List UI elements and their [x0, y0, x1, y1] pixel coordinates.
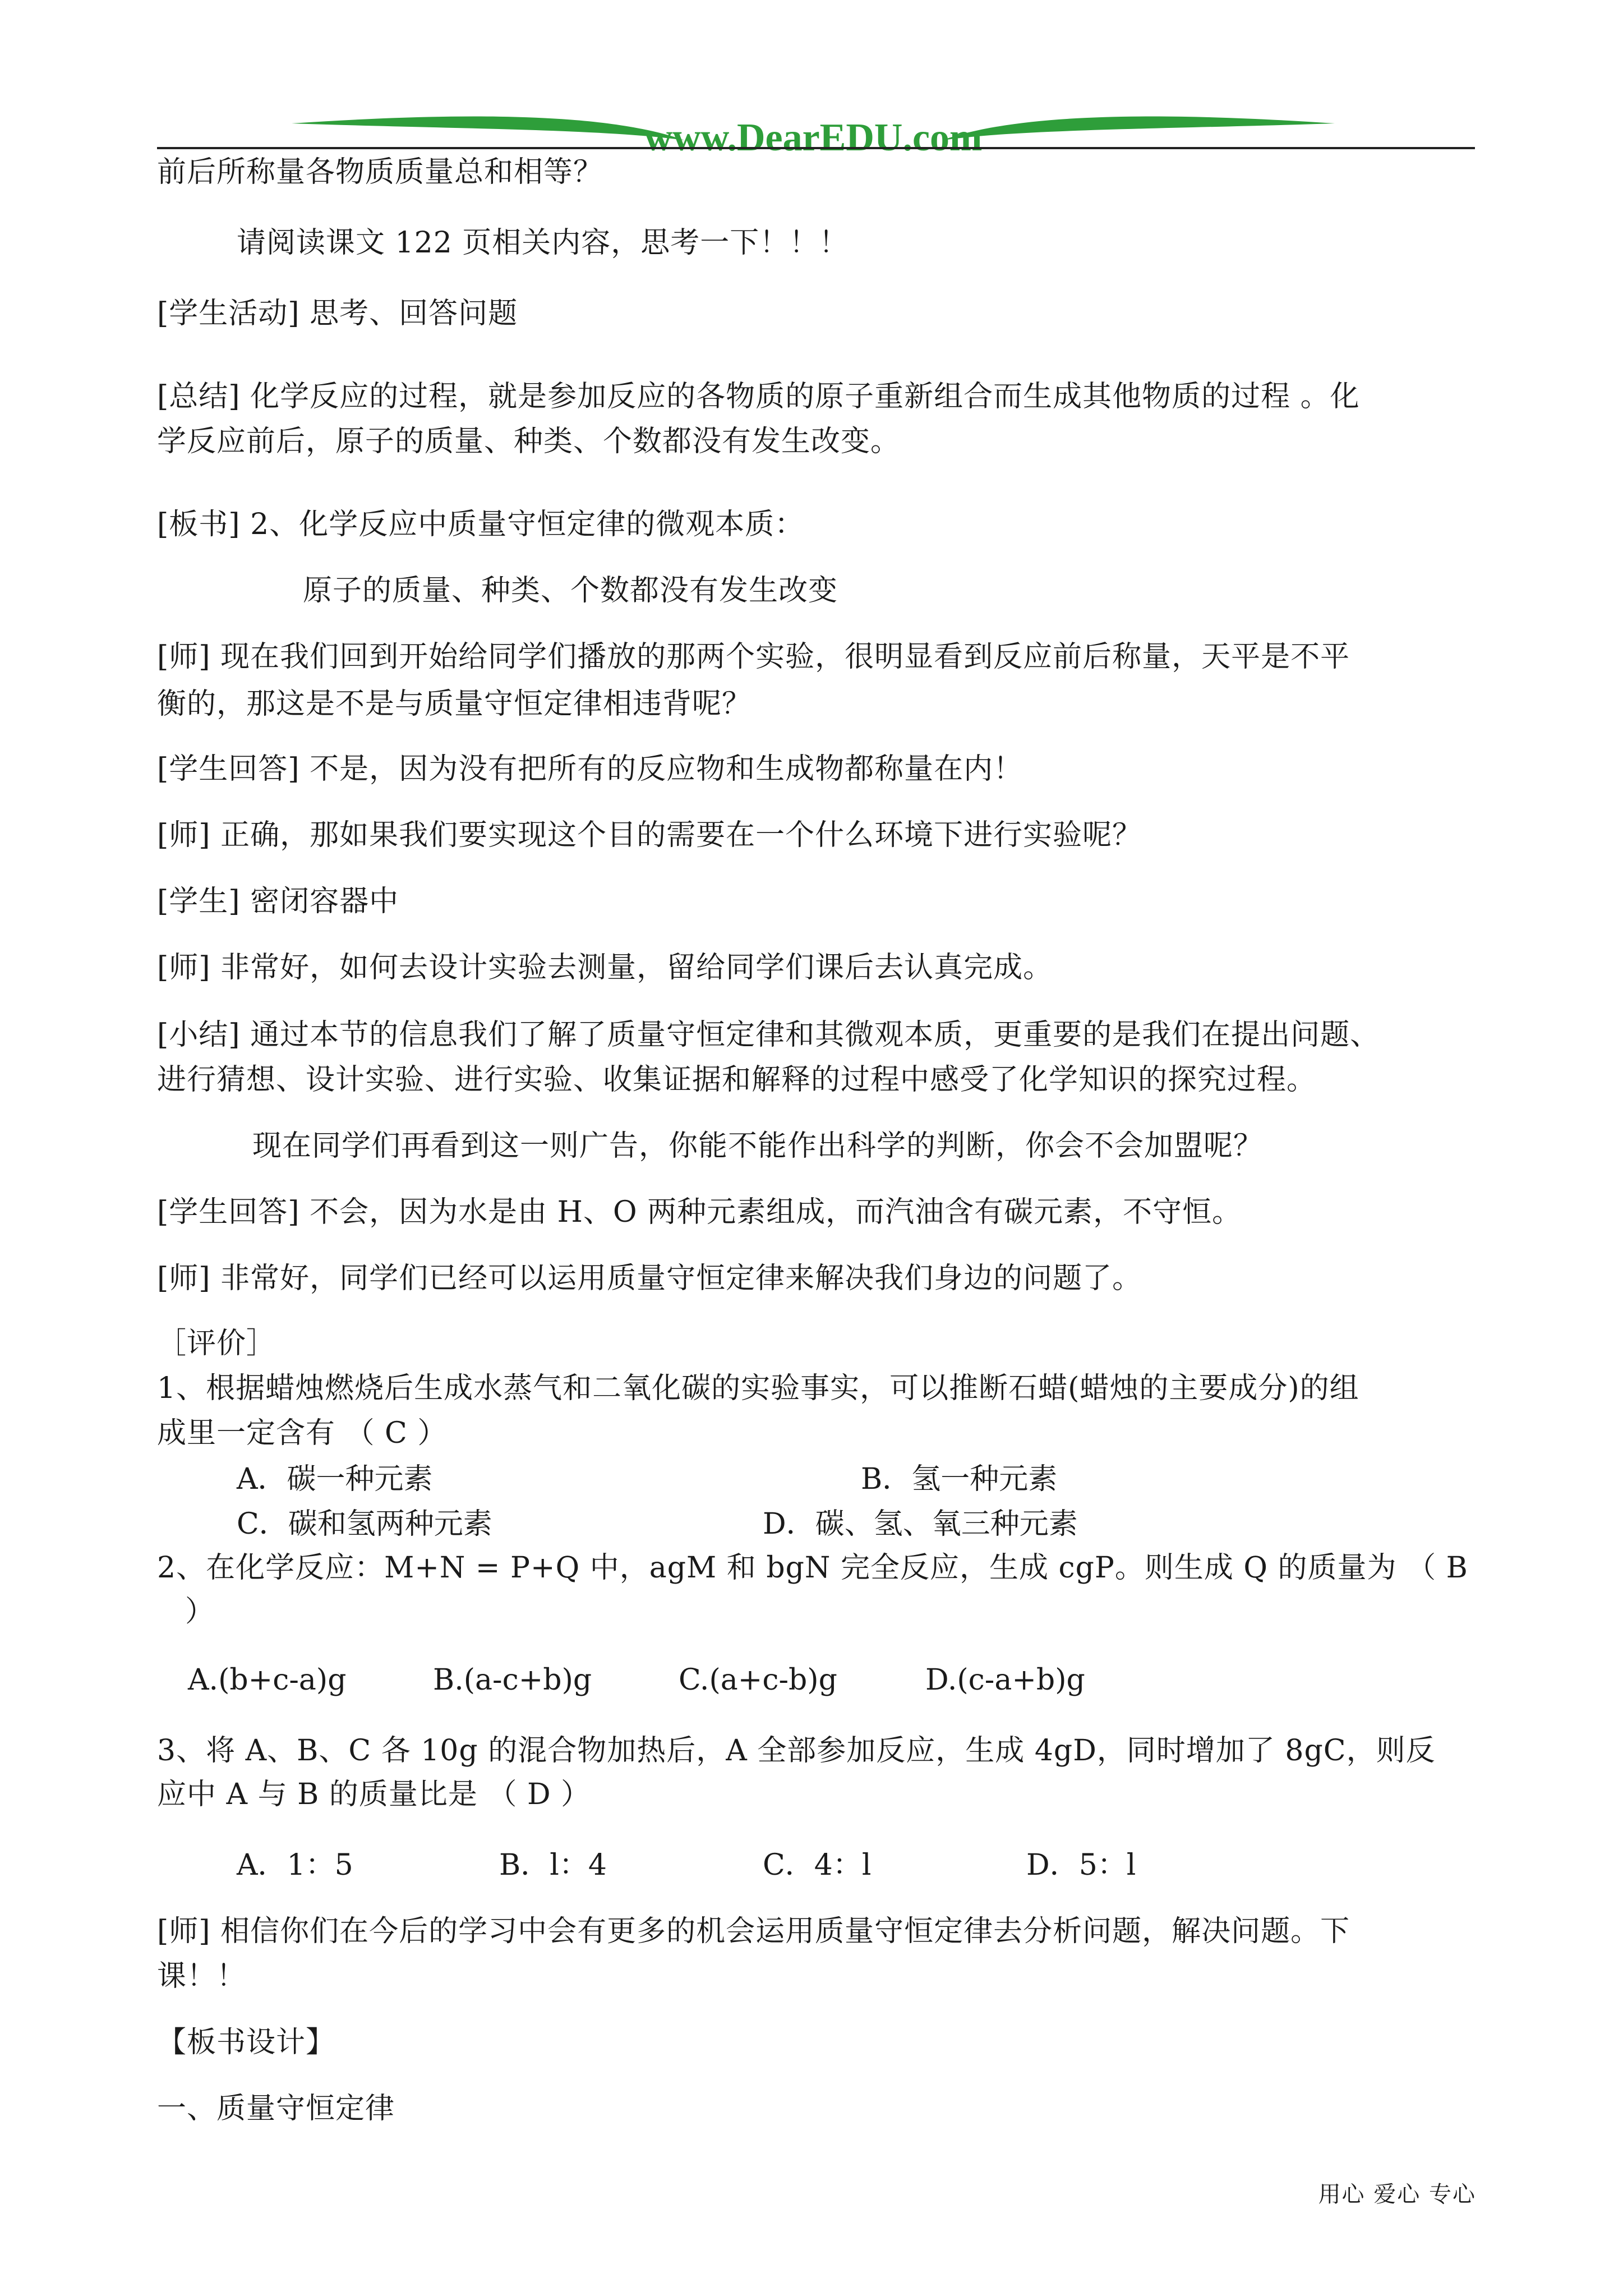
q3-option-a: A．1：5: [237, 1848, 353, 1882]
q1-option-c: C．碳和氢两种元素: [237, 1507, 492, 1541]
section-heading: ［评价］: [157, 1327, 276, 1360]
site-logo-text: www.DearEDU.com: [644, 116, 983, 159]
question-2: 2、在化学反应：M+N = P+Q 中，agM 和 bgN 完全反应，生成 cgP。则生成 Q 的质量为 （ B: [157, 1551, 1468, 1585]
body-line: [板书] 2、化学反应中质量守恒定律的微观本质：: [157, 508, 805, 541]
question-1: 1、根据蜡烛燃烧后生成水蒸气和二氧化碳的实验事实，可以推断石蜡(蜡烛的主要成分)的组: [157, 1372, 1359, 1405]
body-line: [师] 相信你们在今后的学习中会有更多的机会运用质量守恒定律去分析问题，解决问题。下: [157, 1915, 1350, 1948]
body-line: 学反应前后，原子的质量、种类、个数都没有发生改变。: [157, 425, 901, 458]
q2-option-d: D.(c-a+b)g: [925, 1663, 1085, 1697]
header-rule: [157, 147, 1475, 149]
question-2-cont: ）: [185, 1595, 215, 1628]
q2-option-c: C.(a+c-b)g: [679, 1663, 837, 1697]
body-line: 现在同学们再看到这一则广告，你能不能作出科学的判断，你会不会加盟呢？: [252, 1129, 1264, 1163]
q2-option-b: B.(a-c+b)g: [433, 1663, 592, 1697]
body-line: 请阅读课文 122 页相关内容，思考一下！！！: [237, 226, 849, 260]
body-line: 原子的质量、种类、个数都没有发生改变: [303, 574, 838, 608]
body-line: [学生回答] 不会，因为水是由 H、O 两种元素组成，而汽油含有碳元素，不守恒。: [157, 1195, 1242, 1229]
body-line: [师] 非常好，如何去设计实验去测量，留给同学们课后去认真完成。: [157, 951, 1053, 984]
q1-option-a: A．碳一种元素: [237, 1462, 433, 1496]
body-line: 课！！: [157, 1959, 247, 1993]
body-line: [小结] 通过本节的信息我们了解了质量守恒定律和其微观本质，更重要的是我们在提出问题、: [157, 1018, 1380, 1052]
q1-option-d: D．碳、氢、氧三种元素: [763, 1507, 1078, 1541]
q3-option-b: B．l：4: [499, 1848, 607, 1882]
q2-option-a: A.(b+c-a)g: [188, 1663, 347, 1697]
board-design-item: 一、质量守恒定律: [157, 2092, 395, 2125]
q3-option-c: C．4：l: [763, 1848, 872, 1882]
body-line: 前后所称量各物质质量总和相等？: [157, 155, 603, 189]
body-line: 进行猜想、设计实验、进行实验、收集证据和解释的过程中感受了化学知识的探究过程。: [157, 1063, 1317, 1097]
body-line: [师] 现在我们回到开始给同学们播放的那两个实验，很明显看到反应前后称量，天平是不平: [157, 640, 1350, 674]
body-line: [师] 非常好，同学们已经可以运用质量守恒定律来解决我们身边的问题了。: [157, 1262, 1142, 1295]
page-footer: 用心 爱心 专心: [1318, 2182, 1476, 2207]
q1-option-b: B．氢一种元素: [861, 1462, 1058, 1496]
question-1-cont: 成里一定含有 （ C ）: [157, 1416, 448, 1450]
board-design-heading: 【板书设计】: [157, 2026, 336, 2059]
q3-option-d: D．5：l: [1026, 1848, 1136, 1882]
body-line: [学生活动] 思考、回答问题: [157, 297, 518, 330]
question-3: 3、将 A、B、C 各 10g 的混合物加热后，A 全部参加反应，生成 4gD，同时增加了 8gC，则反: [157, 1734, 1436, 1768]
body-line: [学生] 密闭容器中: [157, 885, 399, 918]
body-line: [学生回答] 不是，因为没有把所有的反应物和生成物都称量在内！: [157, 752, 1023, 786]
body-line: 衡的，那这是不是与质量守恒定律相违背呢？: [157, 687, 752, 721]
question-3-cont: 应中 A 与 B 的质量比是 （ D ）: [157, 1778, 591, 1811]
body-line: [师] 正确，那如果我们要实现这个目的需要在一个什么环境下进行实验呢？: [157, 818, 1142, 852]
body-line: [总结] 化学反应的过程，就是参加反应的各物质的原子重新组合而生成其他物质的过程 。化: [157, 380, 1360, 413]
